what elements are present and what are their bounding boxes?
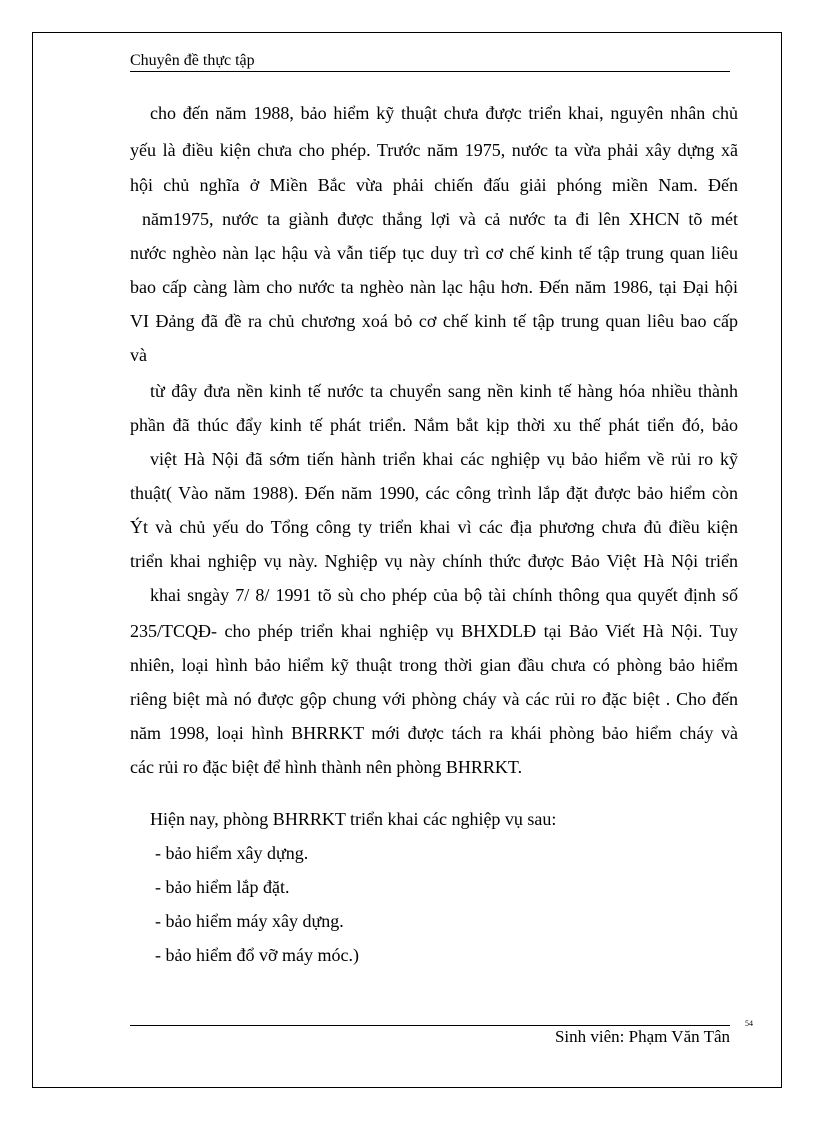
list-item: - bảo hiểm xây dựng. xyxy=(155,843,309,863)
list-item: - bảo hiểm lắp đặt. xyxy=(155,877,290,897)
text-line: năm 1998, loại hình BHRRKT mới được tách ra khái phòng bảo hiểm cháy và xyxy=(130,723,738,743)
text-line: Ýt và chủ yếu do Tổng công ty triển khai vì các địa phương chưa đủ điều kiện xyxy=(130,517,738,537)
text-line: việt Hà Nội đã sớm tiến hành triển khai các nghiệp vụ bảo hiểm về rủi ro kỹ xyxy=(150,449,738,469)
text-line: bao cấp càng làm cho nước ta nghèo nàn lạc hậu hơn. Đến năm 1986, tại Đại hội xyxy=(130,277,738,297)
text-line: yếu là điều kiện chưa cho phép. Trước năm 1975, nước ta vừa phải xây dựng xã xyxy=(130,140,738,160)
list-intro: Hiện nay, phòng BHRRKT triển khai các nghiệp vụ sau: xyxy=(150,809,557,829)
list-item: - bảo hiểm máy xây dựng. xyxy=(155,911,344,931)
header-rule xyxy=(130,71,730,72)
text-line: cho đến năm 1988, bảo hiểm kỹ thuật chưa được triển khai, nguyên nhân chủ xyxy=(150,103,738,123)
text-line: triển khai nghiệp vụ này. Nghiệp vụ này chính thức được Bảo Việt Hà Nội triển xyxy=(130,551,738,571)
text-line: khai sngày 7/ 8/ 1991 tõ sù cho phép của bộ tài chính thông qua quyết định số xyxy=(150,585,738,605)
text-line: nước nghèo nàn lạc hậu và vẫn tiếp tục duy trì cơ chế kinh tế tập trung quan liêu xyxy=(130,243,738,263)
text-line: hội chủ nghĩa ở Miền Bắc vừa phải chiến đấu giải phóng miền Nam. Đến xyxy=(130,175,738,195)
text-line: từ đây đưa nền kinh tế nước ta chuyển sang nền kinh tế hàng hóa nhiều thành xyxy=(150,381,738,401)
list-item: - bảo hiểm đổ vỡ máy móc.) xyxy=(155,945,359,965)
text-line: VI Đảng đã đề ra chủ chương xoá bỏ cơ chế kinh tế tập trung quan liêu bao cấp xyxy=(130,311,738,331)
page-header-title: Chuyên đề thực tập xyxy=(130,52,255,69)
footer-rule xyxy=(130,1025,730,1026)
text-line: 235/TCQĐ- cho phép triển khai nghiệp vụ BHXDLĐ tại Bảo Viết Hà Nội. Tuy xyxy=(130,621,738,641)
text-line: năm1975, nước ta giành được thắng lợi và cả nước ta đi lên XHCN tõ mét xyxy=(142,209,738,229)
text-line: các rủi ro đặc biệt để hình thành nên phòng BHRRKT. xyxy=(130,757,523,777)
text-line: nhiên, loại hình bảo hiểm kỹ thuật trong thời gian đầu chưa có phòng bảo hiểm xyxy=(130,655,738,675)
footer-student-name: Sinh viên: Phạm Văn Tân xyxy=(554,1027,730,1046)
text-line: thuật( Vào năm 1988). Đến năm 1990, các công trình lắp đặt được bảo hiểm còn xyxy=(130,483,738,503)
text-line: phần đã thúc đẩy kinh tế phát triển. Nắm bắt kịp thời xu thế phát tiển đó, bảo xyxy=(130,415,738,435)
text-line: và xyxy=(130,345,147,365)
page-number: 54 xyxy=(745,1019,753,1028)
text-line: riêng biệt mà nó được gộp chung với phòng cháy và các rủi ro đặc biệt . Cho đến xyxy=(130,689,738,709)
